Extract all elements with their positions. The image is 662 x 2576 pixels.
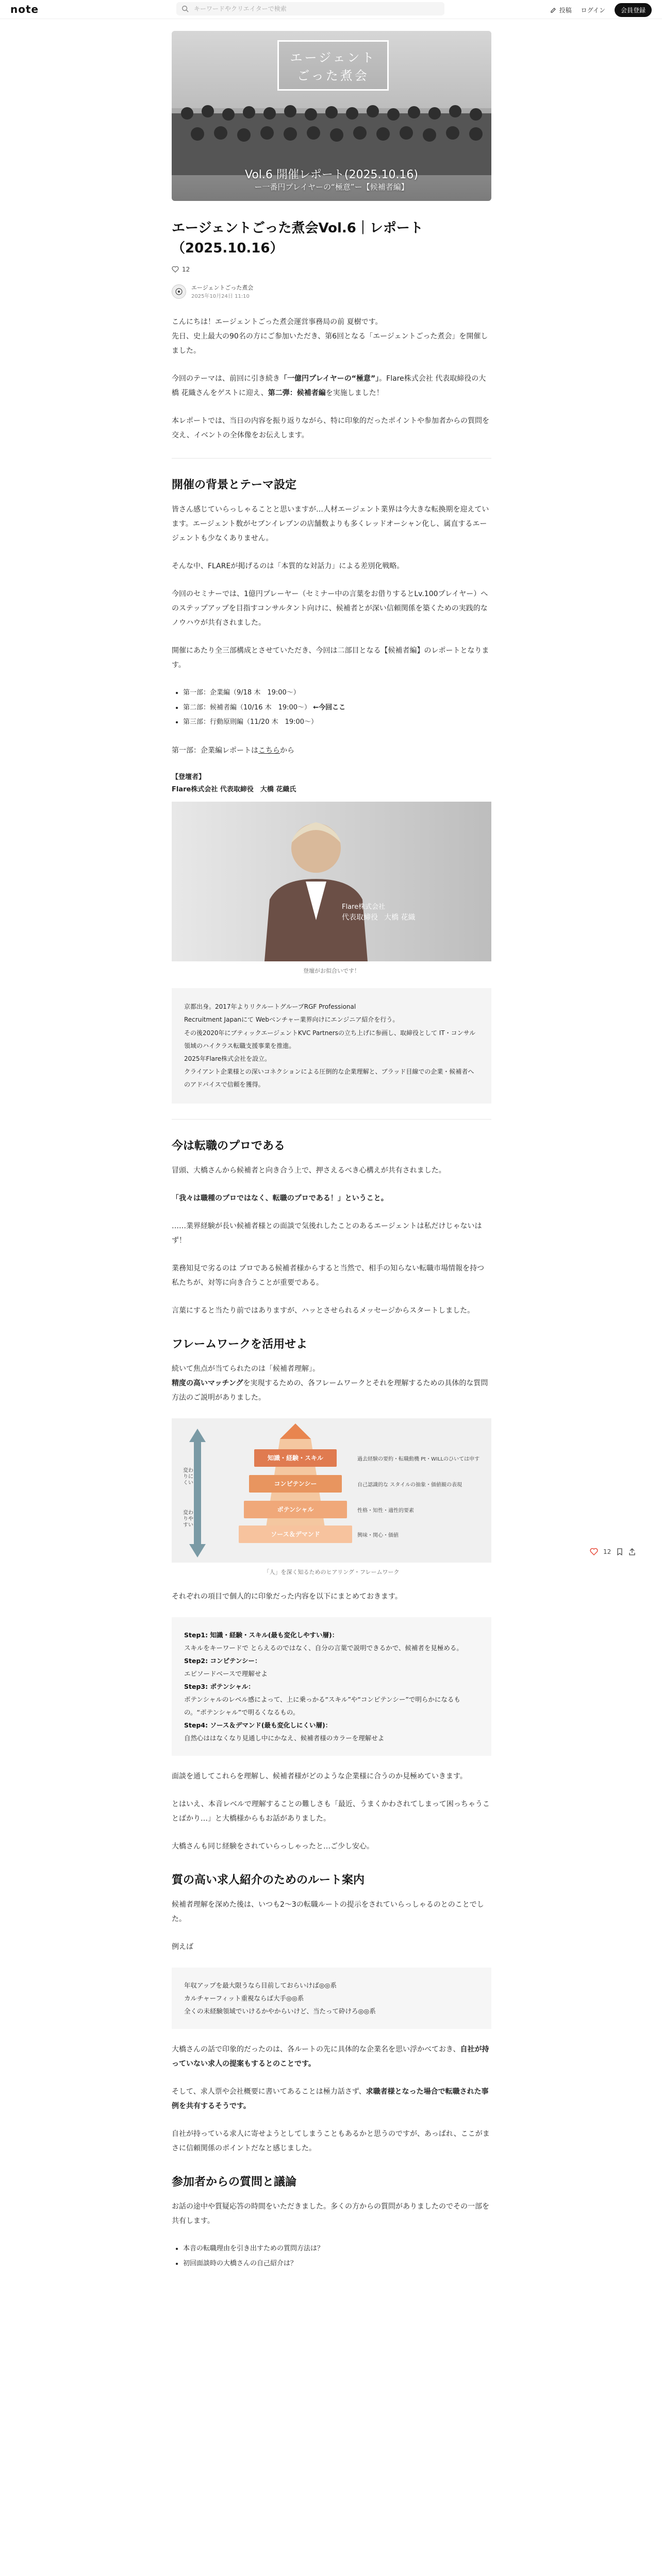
avatar[interactable]: [172, 284, 186, 299]
like-count: 12: [182, 266, 190, 273]
floating-actions: [590, 1548, 636, 1556]
hero-sign-line2: ごった煮会: [297, 69, 369, 83]
side-like-count: 12: [603, 1548, 611, 1555]
post-label: 投稿: [559, 7, 572, 14]
step-body: 自然心ははなくなり見通し中にかなえ、候補者様のカラーを理解せよ: [184, 1734, 385, 1742]
speaker-bio-box: [172, 988, 491, 1104]
note-logo[interactable]: note: [10, 3, 39, 15]
schedule-item: [183, 701, 491, 716]
route-item: 全くの未経験領域でいけるかやからいけど、当たって砕けろ◎◎系: [184, 2007, 376, 2015]
pyramid-note-2: 自己認識的な スタイルの抽象・価値観の表現: [357, 1482, 462, 1488]
question-item: • 本音の転職理由を引き出すための質問方法は？: [183, 2242, 491, 2257]
pyramid-layer-1: 知識・経験・スキル: [268, 1454, 323, 1462]
schedule-current-marker: ←今回ここ: [313, 703, 346, 711]
intro3d: 第二弾：候補者編: [268, 389, 326, 397]
speaker-photo: [172, 802, 491, 961]
intro3b: 「一億円プレイヤーの“極意”」: [280, 375, 379, 383]
speaker-photo-overlay: [342, 902, 415, 923]
speaker-tag: 【登壇者】: [172, 773, 206, 781]
sec3-para-4: 面談を通してこれらを理解し、候補者様がどのような企業様に合うのか見極めていきます。: [172, 1772, 467, 1781]
sec4-para-3: [172, 2042, 491, 2071]
intro2-text: 先日、史上最大の90名の方にご参加いただき、第6回となる「エージェントごった煮会」を開催しました。: [172, 332, 488, 355]
step-body: エピソードベースで理解せよ: [184, 1670, 268, 1678]
step-label: Step4: ソース＆デマンド(最も変化しにくい層)：: [184, 1721, 332, 1730]
pen-icon: [550, 7, 556, 13]
route-item: 年収アップを最大限うなら目前しておらいけば◎◎系: [184, 1981, 337, 1990]
pyramid-note-4: 興味・関心・価値: [357, 1533, 399, 1539]
search-icon: [181, 5, 189, 12]
sec5-para-1: お話の途中や質疑応答の時間をいただきました。多くの方からの質問がありましたのでその一部を共有します。: [172, 2202, 489, 2226]
pyramid-note-3: 性格・知性・適性的要素: [357, 1508, 414, 1514]
step-label: Step3: ポテンシャル：: [184, 1683, 255, 1691]
first-report-line: [172, 743, 491, 758]
step-item: [184, 1629, 479, 1654]
sec4p3b: 自社が持っていない求人の提案もするとのことです。: [172, 2045, 489, 2069]
article-title: エージェントごった煮会Vol.6｜レポート（2025.10.16）: [172, 221, 423, 256]
article-column: [172, 31, 491, 2285]
schedule-list: [172, 686, 491, 730]
schedule-text: 第一部：企業編（9/18 木 19:00〜）: [183, 689, 300, 697]
section-heading-framework: フレームワークを活用せよ: [172, 1338, 308, 1351]
divider: [172, 458, 491, 459]
sec3-para-1: [172, 1362, 491, 1405]
sec1-para-4: 開催にあたり全三部構成とさせていただき、今回は二部目となる【候補者編】のレポートとなります。: [172, 647, 489, 669]
bio-line: その後2020年にブティックエージェントKVC Partnersの立ち上げに参画し、取締役として IT・コンサル領域のハイクラス転職支援事業を推進。: [184, 1029, 476, 1049]
bio-line: 2025年Flare株式会社を設立。: [184, 1055, 271, 1062]
sec3-para-3: それぞれの項目で個人的に印象だった内容を以下にまとめておきます。: [172, 1592, 402, 1601]
axis-top-label: 変わりにくい: [183, 1468, 193, 1486]
sec2-para-1: 冒頭、大橋さんから候補者と向き合う上で、押さえるべき心構えが共有されました。: [172, 1166, 446, 1175]
first-report-prefix: 第一部：企業編レポートは: [172, 746, 258, 755]
site-header: [0, 0, 662, 19]
section-heading-qa: 参加者からの質問と議論: [172, 2176, 297, 2189]
speaker-photo-caption: 登壇がお似合いです！: [303, 968, 360, 975]
step-body: スキルをキーワードで とらえるのではなく、自分の言葉で説明できるかで、候補者を見極める。: [184, 1644, 463, 1652]
steps-box: [172, 1617, 491, 1756]
bookmark-icon[interactable]: [616, 1548, 623, 1555]
first-report-link[interactable]: こちら: [258, 746, 280, 755]
sec4-para-1: 候補者理解を深めた後は、いつも2〜3の転職ルートの提示をされていらっしゃるのとのことでした。: [172, 1901, 484, 1924]
search-bar[interactable]: [176, 2, 444, 15]
author-logo-icon: [175, 287, 183, 296]
routes-box: [172, 1968, 491, 2029]
intro1-text: こんにちは！エージェントごった煮会運営事務局の前 夏樹です。: [172, 318, 383, 326]
sec4-para-2: 例えば: [172, 1943, 193, 1952]
overlay-company: Flare株式会社: [342, 903, 386, 911]
hero-sign: [277, 40, 389, 91]
framework-pyramid: [172, 1418, 491, 1563]
step-body: ポテンシャルのレベル感によって、上に乗っかる“スキル”や“コンピテンシー”で明らかになるもの。“ポテンシャル”で明るくなるもの。: [184, 1696, 460, 1717]
sec4-para-4: [172, 2084, 491, 2113]
hero-sub-text: ー一番円プレイヤーの“極意”ー【候補者編】: [254, 182, 409, 192]
hero-vol-text: Vol.6 開催レポート(2025.10.16): [244, 168, 419, 181]
speaker-figure: [249, 807, 383, 961]
sec4p4a: そして、求人票や会社概要に書いてあることは極力話さず、: [172, 2088, 366, 2096]
step-item: [184, 1654, 479, 1680]
intro-para-4: 本レポートでは、当日の内容を振り返りながら、特に印象的だったポイントや参加者からの質問を交え、イベントの全体像をお伝えします。: [172, 417, 489, 439]
author-name[interactable]: エージェントごった煮会: [191, 284, 254, 291]
pyramid-layer-3: ポテンシャル: [277, 1506, 314, 1514]
sec3-para-5: とはいえ、本音レベルで理解することの難しさも「最近、うまくかわされてしまって困っちゃうことばかり…」と大橋様からもお話がありました。: [172, 1800, 490, 1823]
pyramid-note-1: 過去経験の要約・転職動機 Pt・WILLのひいては申す: [357, 1456, 480, 1463]
intro-para-3: [172, 371, 491, 400]
post-date: 2025年10月24日 11:10: [191, 294, 250, 299]
step-item: [184, 1719, 479, 1744]
bio-line: 京都出身。2017年よりリクルートグループRGF Professional: [184, 1003, 356, 1011]
bio-line: Recruitment Japanにて Webベンチャー業界向けにエンジニア紹介を行う。: [184, 1016, 399, 1024]
heart-icon[interactable]: [172, 266, 179, 273]
section-heading-background: 開催の背景とテーマ設定: [172, 479, 297, 492]
step-label: Step2: コンピテンシー：: [184, 1657, 261, 1665]
overlay-name: 大橋 花織: [384, 913, 416, 922]
bio-line: クライアント企業様との深いコネクションによる圧倒的な企業理解と、ブラッド目線での企業・候補者へのアドバイスで信頼を獲得。: [184, 1068, 474, 1089]
sec1-para-2: そんな中、FLAREが掲げるのは「本質的な対話力」による差別化戦略。: [172, 562, 404, 570]
question-item: • 初回面談時の大橋さんの自己紹介は？: [183, 2257, 491, 2272]
framework-caption: 「人」を深く知るためのヒアリング・フレームワーク: [263, 1569, 400, 1576]
divider: [172, 1119, 491, 1120]
sec1-para-1: 皆さん感じていらっしゃることと思いますが…人材エージェント業界は今大きな転換期を迎えています。エージェント数がセブンイレブンの店舗数よりも多くレッドオーシャン化し、属直するエージェントも少なくありません。: [172, 505, 489, 543]
pyramid-layer-4: ソース＆デマンド: [271, 1531, 320, 1538]
sec3p2a: 精度の高いマッチング: [172, 1379, 243, 1388]
question-list: [172, 2242, 491, 2271]
sec3p2b: を実現するための、各フレームワークとそれを理解するための具体的な質問方法のご説明がありました。: [172, 1379, 488, 1402]
signup-button[interactable]: 会員登録: [615, 3, 652, 17]
sec2-para-4: 業務知見で劣るのは プロである候補者様からすると当然で、相手の知らない転職市場情報を持つ私たちが、対等に向き合うことが重要である。: [172, 1264, 485, 1287]
hero-image: [172, 31, 491, 201]
step-label: Step1: 知識・経験・スキル(最も変化しやすい層)：: [184, 1631, 339, 1639]
overlay-role: 代表取締役: [342, 913, 378, 922]
sec2-para-5: 言葉にすると当たり前ではありますが、ハッとさせられるメッセージからスタートしました。: [172, 1307, 475, 1315]
speaker-block: [172, 771, 491, 796]
intro3a: 今回のテーマは、前回に引き続き: [172, 375, 280, 383]
intro3c: 。Flare株式会社 代表取締役の大橋 花織さんをゲストに迎え、: [172, 375, 486, 397]
pyramid-layer-2: コンピテンシー: [274, 1480, 317, 1488]
route-item: カルチャーフィット重視ならば大手◎◎系: [184, 1994, 304, 2003]
axis-bottom-label: 変わりやすい: [183, 1510, 193, 1529]
sec2-quote: 「我々は職種のプロではなく、転職のプロである！」ということ。: [172, 1194, 388, 1203]
intro-para-1: [172, 315, 491, 358]
schedule-item: [183, 686, 491, 701]
like-area: [172, 266, 491, 273]
schedule-text: 第三部：行動原則編（11/20 木 19:00〜）: [183, 718, 318, 726]
hero-sign-line1: エージェント: [290, 50, 376, 65]
hero-crowd: [172, 93, 491, 175]
schedule-text: 第二部：候補者編（10/16 木 19:00〜）: [183, 703, 311, 711]
sec2-para-2: [172, 1191, 491, 1206]
login-link[interactable]: ログイン: [581, 7, 605, 14]
search-input[interactable]: [193, 5, 442, 13]
section-heading-pro: 今は転職のプロである: [172, 1140, 286, 1153]
share-icon[interactable]: [628, 1548, 636, 1555]
header-actions: [550, 3, 652, 17]
step-item: [184, 1680, 479, 1719]
author-block[interactable]: [172, 283, 491, 299]
framework-diagram: [172, 1418, 491, 1563]
sec4p3a: 大橋さんの話で印象的だったのは、各ルートの先に具体的な企業名を思い浮かべておき、: [172, 2045, 460, 2054]
section-heading-route: 質の高い求人紹介のためのルート案内: [172, 1874, 365, 1887]
post-button[interactable]: [550, 6, 572, 14]
sec2-para-3: ……業界経験が長い候補者様との面談で気後れしたことのあるエージェントは私だけじゃないはず！: [172, 1222, 482, 1245]
sec1-para-3: 今回のセミナーでは、1億円プレーヤー（セミナー中の言葉をお借りするとLv.100プレイヤー）へのステップアップを目指すコンサルタント向けに、候補者とが深い信頼関係を築くための実践的なノウハウが共有されました。: [172, 590, 488, 627]
sec3p1-text: 続いて焦点が当てられたのは「候補者理解」。: [172, 1365, 320, 1374]
schedule-item: [183, 715, 491, 730]
sec4p4b: 求職者様となった場合で転職された事例を共有するそうです。: [172, 2088, 489, 2111]
sec3-para-6: 大橋さんも同じ経験をされていらっしゃったと…ご少し安心。: [172, 1842, 374, 1851]
first-report-suffix: から: [280, 746, 294, 755]
speaker-name: Flare株式会社 代表取締役 大橋 花織氏: [172, 786, 296, 794]
sec4-para-5: 自社が持っている求人に寄せようとしてしまうこともあるかと思うのですが、あっぱれ、ここがまさに信頼関係のポイントだなと感じました。: [172, 2130, 490, 2153]
like-heart-icon[interactable]: [590, 1548, 598, 1556]
intro3e: を実施しました！: [325, 389, 384, 397]
